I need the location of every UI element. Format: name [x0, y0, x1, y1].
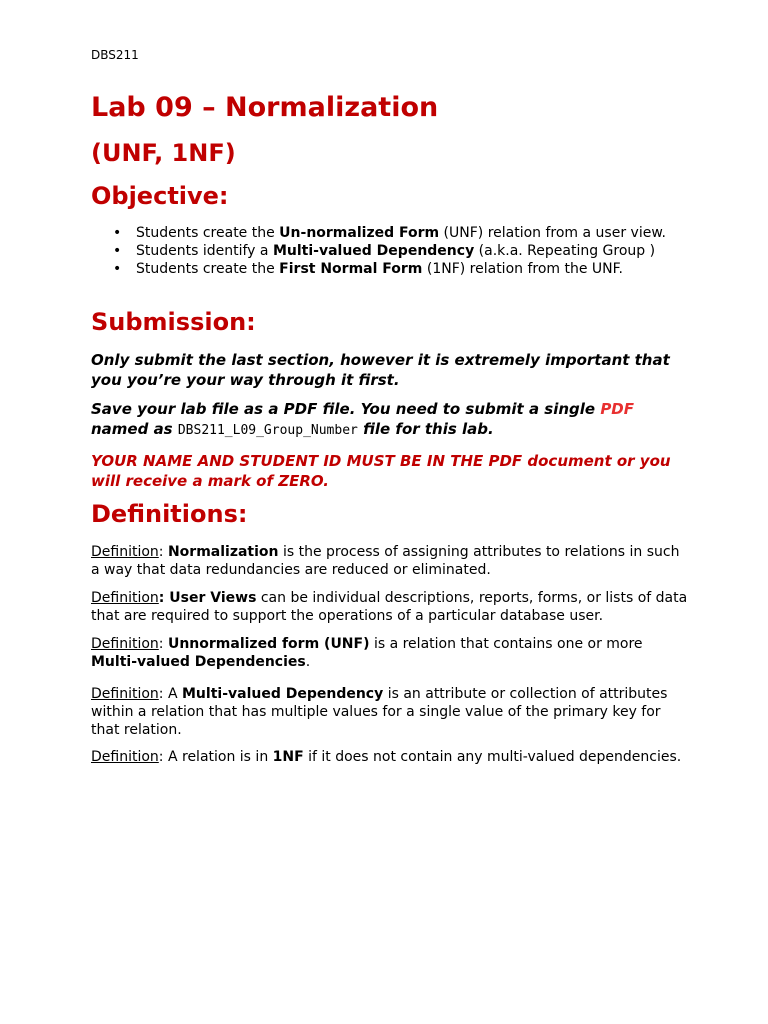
- definition-1nf: Definition: A relation is in 1NF if it does not contain any multi-valued dependencies.: [91, 749, 682, 765]
- bullet-icon: •: [113, 261, 122, 277]
- bullet-icon: •: [113, 225, 122, 241]
- pdf-highlight: PDF: [600, 400, 635, 418]
- objective-heading: Objective:: [91, 182, 229, 210]
- submission-note: Only submit the last section, however it is extremely important that you you’re your way through it first.: [91, 351, 670, 389]
- submission-warning: YOUR NAME AND STUDENT ID MUST BE IN THE PDF document or you will receive a mark of ZERO.: [91, 452, 671, 490]
- lab-subtitle: (UNF, 1NF): [91, 139, 236, 167]
- file-name: DBS211_L09_Group_Number: [177, 423, 358, 438]
- definition-multi-valued-dependency: Definition: A Multi-valued Dependency is an attribute or collection of attributes within a relation that has multiple values for a single value of the primary key for that relation.: [91, 686, 668, 738]
- course-code-header: DBS211: [91, 48, 139, 62]
- definition-normalization: Definition: Normalization is the process of assigning attributes to relations in such a way that data redundancies are reduced or eliminated.: [91, 544, 680, 578]
- objective-list: [91, 224, 666, 278]
- definition-unf: Definition: Unnormalized form (UNF) is a relation that contains one or more Multi-valued Dependencies.: [91, 636, 643, 670]
- definition-user-views: Definition: User Views can be individual descriptions, reports, forms, or lists of data that are required to support the operations of a particular database user.: [91, 590, 688, 624]
- objective-item: • Students identify a Multi-valued Dependency (a.k.a. Repeating Group ): [113, 243, 656, 259]
- objective-item: • Students create the Un-normalized Form (UNF) relation from a user view.: [113, 225, 666, 241]
- objective-item: • Students create the First Normal Form (1NF) relation from the UNF.: [113, 261, 623, 277]
- definitions-heading: Definitions:: [91, 500, 248, 528]
- bullet-icon: •: [113, 243, 122, 259]
- submission-heading: Submission:: [91, 308, 256, 336]
- lab-title: Lab 09 – Normalization: [91, 92, 439, 123]
- submission-instructions: Save your lab file as a PDF file. You need to submit a single PDF named as DBS211_L09_Group_Number file for this lab.: [91, 400, 635, 438]
